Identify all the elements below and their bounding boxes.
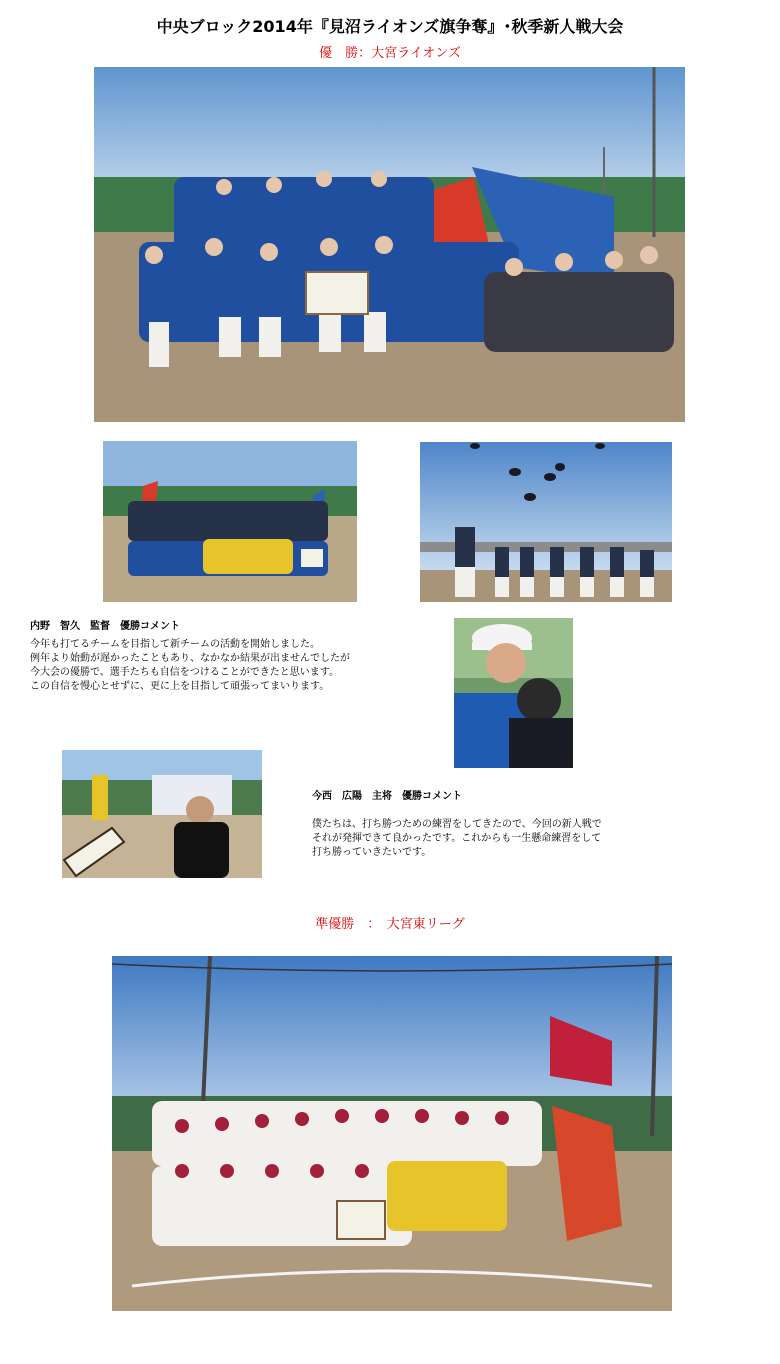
captain-photo xyxy=(62,750,262,878)
coach-comment-line: 例年より始動が遅かったこともあり、なかなか結果が出ませんでしたが xyxy=(30,653,350,664)
captain-comment-heading: 今西 広陽 主将 優勝コメント xyxy=(312,791,462,802)
runner-up-team-photo xyxy=(112,956,672,1311)
winner-team-photo xyxy=(94,67,685,422)
captain-comment-line: 僕たちは、打ち勝つための練習をしてきたので、今回の新人戦で xyxy=(312,819,602,830)
page-title: 中央ブロック2014年『見沼ライオンズ旗争奪』･秋季新人戦大会 xyxy=(156,17,624,36)
coach-comment-heading: 内野 智久 監督 優勝コメント xyxy=(30,621,180,632)
ceremony-lineup-photo xyxy=(103,441,357,602)
coach-comment-line: 今年も打てるチームを目指して新チームの活動を開始しました。 xyxy=(30,639,320,650)
captain-comment xyxy=(312,790,752,860)
coach-comment xyxy=(30,620,430,694)
coach-comment-line: 今大会の優勝で、選手たちも自信をつけることができたと思います。 xyxy=(30,667,339,678)
coach-comment-line: この自信を慢心とせずに、更に上を目指して頑張ってまいります。 xyxy=(30,681,330,692)
winner-heading: 優 勝：大宮ライオンズ xyxy=(319,46,461,61)
captain-comment-line: それが発揮できて良かったです。これからも一生懸命練習をして xyxy=(312,833,602,844)
coach-portrait-photo xyxy=(454,618,573,768)
caps-toss-photo xyxy=(420,442,672,602)
runner-up-heading: 準優勝 ： 大宮東リーグ xyxy=(315,917,465,932)
captain-comment-line: 打ち勝っていきたいです。 xyxy=(312,847,432,858)
